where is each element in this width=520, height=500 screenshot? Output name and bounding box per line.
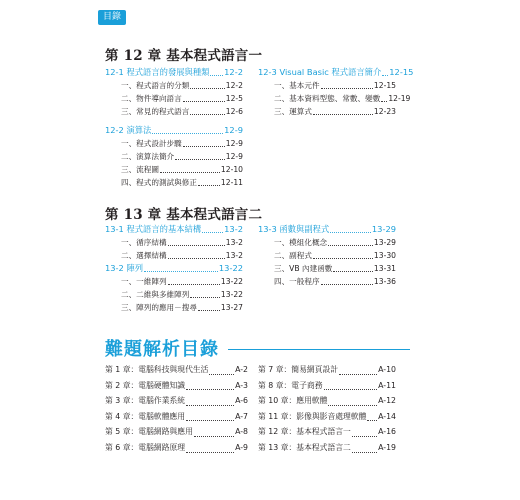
dot-leader xyxy=(190,113,224,115)
dot-leader xyxy=(168,257,225,259)
chapter-13-right-column xyxy=(258,223,396,288)
answer-entry[interactable] xyxy=(258,409,396,425)
entry-page-number: 13-31 xyxy=(373,264,396,273)
dot-leader xyxy=(194,435,234,437)
entry-title: 第 4 章：電腦軟體應用 xyxy=(105,411,186,421)
toc-section-entry[interactable] xyxy=(105,223,243,236)
dot-leader xyxy=(324,388,378,390)
answer-entry[interactable] xyxy=(258,440,396,456)
entry-title: 二、選擇結構 xyxy=(121,251,167,260)
entry-title: 二、二維與多維陣列 xyxy=(121,290,190,299)
entry-page-number: A-10 xyxy=(378,365,396,374)
toc-subsection-entry[interactable] xyxy=(105,92,243,105)
toc-subsection-entry[interactable] xyxy=(105,301,243,314)
entry-title: 四、程式的測試與修正 xyxy=(121,178,197,187)
toc-subsection-entry[interactable] xyxy=(258,236,396,249)
toc-subsection-entry[interactable] xyxy=(258,79,396,92)
entry-title: 二、基本資料型態、常數、變數 xyxy=(274,94,381,103)
entry-title: 二、演算法簡介 xyxy=(121,152,175,161)
chapter-13-left-column xyxy=(105,223,243,314)
entry-title: 13-3 函數與副程式 xyxy=(258,224,330,234)
entry-page-number: 13-2 xyxy=(225,238,243,247)
entry-page-number: A-8 xyxy=(235,427,248,437)
entry-title: 一、基本元件 xyxy=(274,81,320,90)
entry-page-number: 12-11 xyxy=(220,178,243,187)
dot-leader xyxy=(144,270,218,272)
entry-page-number: A-11 xyxy=(378,380,396,390)
answer-entry[interactable] xyxy=(258,378,396,394)
dot-leader xyxy=(367,419,377,421)
dot-leader xyxy=(186,388,234,390)
entry-title: 12-3 Visual Basic 程式語言簡介 xyxy=(258,67,382,77)
entry-title: 第 7 章：簡易網頁設計 xyxy=(258,365,339,374)
entry-title: 第 13 章：基本程式語言二 xyxy=(258,442,351,452)
answer-entry[interactable] xyxy=(105,378,248,394)
answer-entry[interactable] xyxy=(105,424,248,440)
entry-page-number: A-12 xyxy=(378,396,396,406)
toc-subsection-entry[interactable] xyxy=(258,92,411,105)
chapter-12-title: 第 12 章 基本程式語言一 xyxy=(105,48,263,64)
toc-subsection-entry[interactable] xyxy=(258,275,396,288)
toc-subsection-entry[interactable] xyxy=(105,105,243,118)
entry-title: 13-1 程式語言的基本結構 xyxy=(105,224,202,234)
entry-page-number: 12-2 xyxy=(224,67,243,77)
dot-leader xyxy=(186,404,234,406)
entry-page-number: A-3 xyxy=(235,380,248,390)
toc-subsection-entry[interactable] xyxy=(105,288,243,301)
entry-page-number: 13-22 xyxy=(220,290,243,299)
dot-leader xyxy=(168,283,220,285)
answer-entry[interactable] xyxy=(105,393,248,409)
entry-page-number: 12-19 xyxy=(388,94,411,103)
entry-page-number: A-7 xyxy=(235,411,248,421)
toc-section-entry[interactable] xyxy=(105,124,243,137)
entry-page-number: 13-22 xyxy=(220,277,243,286)
dot-leader xyxy=(186,419,234,421)
toc-section-entry[interactable] xyxy=(105,66,243,79)
toc-section-entry[interactable] xyxy=(258,66,414,79)
entry-title: 三、流程圖 xyxy=(121,165,159,174)
entry-page-number: 13-30 xyxy=(373,251,396,260)
entry-page-number: 12-6 xyxy=(225,107,243,116)
dot-leader xyxy=(381,100,387,102)
entry-page-number: 12-15 xyxy=(389,67,414,77)
answer-entry[interactable] xyxy=(258,424,396,440)
entry-page-number: 12-10 xyxy=(220,165,243,174)
entry-title: 第 8 章：電子商務 xyxy=(258,380,323,390)
dot-leader xyxy=(352,435,377,437)
entry-page-number: 12-9 xyxy=(225,152,243,161)
dot-leader xyxy=(198,309,220,311)
entry-page-number: 13-2 xyxy=(225,251,243,260)
dot-leader xyxy=(328,404,377,406)
entry-page-number: A-19 xyxy=(378,442,396,452)
dot-leader xyxy=(330,231,371,233)
entry-title: 四、一般程序 xyxy=(274,277,320,286)
entry-page-number: 12-2 xyxy=(225,81,243,90)
answer-entry[interactable] xyxy=(105,362,248,378)
entry-page-number: A-6 xyxy=(235,396,248,406)
dot-leader xyxy=(190,87,224,89)
answers-left-column xyxy=(105,362,248,456)
answer-entry[interactable] xyxy=(258,362,396,378)
entry-title: 一、模組化概念 xyxy=(274,238,328,247)
dot-leader xyxy=(190,296,220,298)
entry-page-number: 13-22 xyxy=(218,263,243,273)
dot-leader xyxy=(198,184,220,186)
entry-page-number: A-9 xyxy=(235,442,248,452)
chapter-12-left-column xyxy=(105,66,243,189)
entry-title: 一、程式語言的分類 xyxy=(121,81,190,90)
entry-title: 第 5 章：電腦網路與應用 xyxy=(105,427,193,437)
toc-subsection-entry[interactable] xyxy=(105,150,243,163)
dot-leader xyxy=(186,451,234,453)
dot-leader xyxy=(321,87,373,89)
toc-subsection-entry[interactable] xyxy=(105,249,243,262)
entry-title: 二、副程式 xyxy=(274,251,312,260)
answer-entry[interactable] xyxy=(105,440,248,456)
entry-title: 一、程式設計步驟 xyxy=(121,139,182,148)
dot-leader xyxy=(328,244,373,246)
entry-page-number: 12-9 xyxy=(224,125,243,135)
toc-subsection-entry[interactable] xyxy=(258,105,396,118)
answers-right-column xyxy=(258,362,396,456)
toc-section-entry[interactable] xyxy=(105,262,243,275)
dot-leader xyxy=(152,132,223,134)
entry-title: 第 2 章：電腦硬體知識 xyxy=(105,380,186,390)
entry-title: 三、常見的程式語言 xyxy=(121,107,190,116)
entry-title: 三、運算式 xyxy=(274,107,312,116)
entry-title: 12-2 演算法 xyxy=(105,125,152,135)
dot-leader xyxy=(313,113,373,115)
entry-title: 12-1 程式語言的發展與種類 xyxy=(105,67,210,77)
entry-page-number: 12-23 xyxy=(373,107,396,116)
answers-title-rule xyxy=(228,349,410,350)
toc-subsection-entry[interactable] xyxy=(258,262,396,275)
toc-subsection-entry[interactable] xyxy=(105,275,243,288)
entry-page-number: 13-29 xyxy=(371,224,396,234)
entry-title: 三、VB 內建函數 xyxy=(274,264,333,273)
dot-leader xyxy=(202,231,223,233)
entry-page-number: 13-36 xyxy=(373,277,396,286)
entry-page-number: A-2 xyxy=(235,365,248,374)
entry-page-number: 12-5 xyxy=(225,94,243,103)
entry-title: 三、陣列的應用－搜尋 xyxy=(121,303,197,312)
toc-subsection-entry[interactable] xyxy=(105,163,243,176)
toc-section-entry[interactable] xyxy=(258,223,396,236)
answer-entry[interactable] xyxy=(258,393,396,409)
entry-page-number: 13-29 xyxy=(373,238,396,247)
entry-page-number: A-16 xyxy=(378,427,396,437)
entry-title: 13-2 陣列 xyxy=(105,263,144,273)
entry-title: 第 1 章：電腦科技與現代生活 xyxy=(105,365,209,374)
chapter-12-right-column xyxy=(258,66,414,118)
toc-subsection-entry[interactable] xyxy=(105,79,243,92)
toc-subsection-entry[interactable] xyxy=(258,249,396,262)
chapter-13-title: 第 13 章 基本程式語言二 xyxy=(105,207,263,223)
toc-subsection-entry[interactable] xyxy=(105,176,243,189)
dot-leader xyxy=(160,171,220,173)
entry-title: 第 11 章：影像與影音處理軟體 xyxy=(258,411,367,421)
entry-page-number: 13-27 xyxy=(220,303,243,312)
dot-leader xyxy=(333,270,373,272)
dot-leader xyxy=(209,373,234,375)
dot-leader xyxy=(339,373,377,375)
entry-title: 二、物件導向語言 xyxy=(121,94,182,103)
dot-leader xyxy=(183,100,225,102)
dot-leader xyxy=(352,451,377,453)
entry-page-number: 12-9 xyxy=(225,139,243,148)
answer-entry[interactable] xyxy=(105,409,248,425)
dot-leader xyxy=(313,257,373,259)
toc-subsection-entry[interactable] xyxy=(105,137,243,150)
toc-tag[interactable]: 目錄 xyxy=(98,10,126,25)
entry-page-number: 12-15 xyxy=(373,81,396,90)
entry-title: 第 12 章：基本程式語言一 xyxy=(258,427,351,437)
entry-title: 第 3 章：電腦作業系統 xyxy=(105,396,186,406)
entry-page-number: A-14 xyxy=(378,411,396,421)
entry-title: 第 10 章：應用軟體 xyxy=(258,396,328,406)
dot-leader xyxy=(382,74,388,76)
entry-title: 一、循序結構 xyxy=(121,238,167,247)
dot-leader xyxy=(321,283,373,285)
entry-page-number: 13-2 xyxy=(224,224,243,234)
dot-leader xyxy=(168,244,225,246)
entry-title: 一、一維陣列 xyxy=(121,277,167,286)
dot-leader xyxy=(183,145,225,147)
entry-title: 第 6 章：電腦網路原理 xyxy=(105,442,186,452)
answers-title: 難題解析目錄 xyxy=(105,339,219,360)
toc-subsection-entry[interactable] xyxy=(105,236,243,249)
dot-leader xyxy=(210,74,223,76)
dot-leader xyxy=(175,158,225,160)
